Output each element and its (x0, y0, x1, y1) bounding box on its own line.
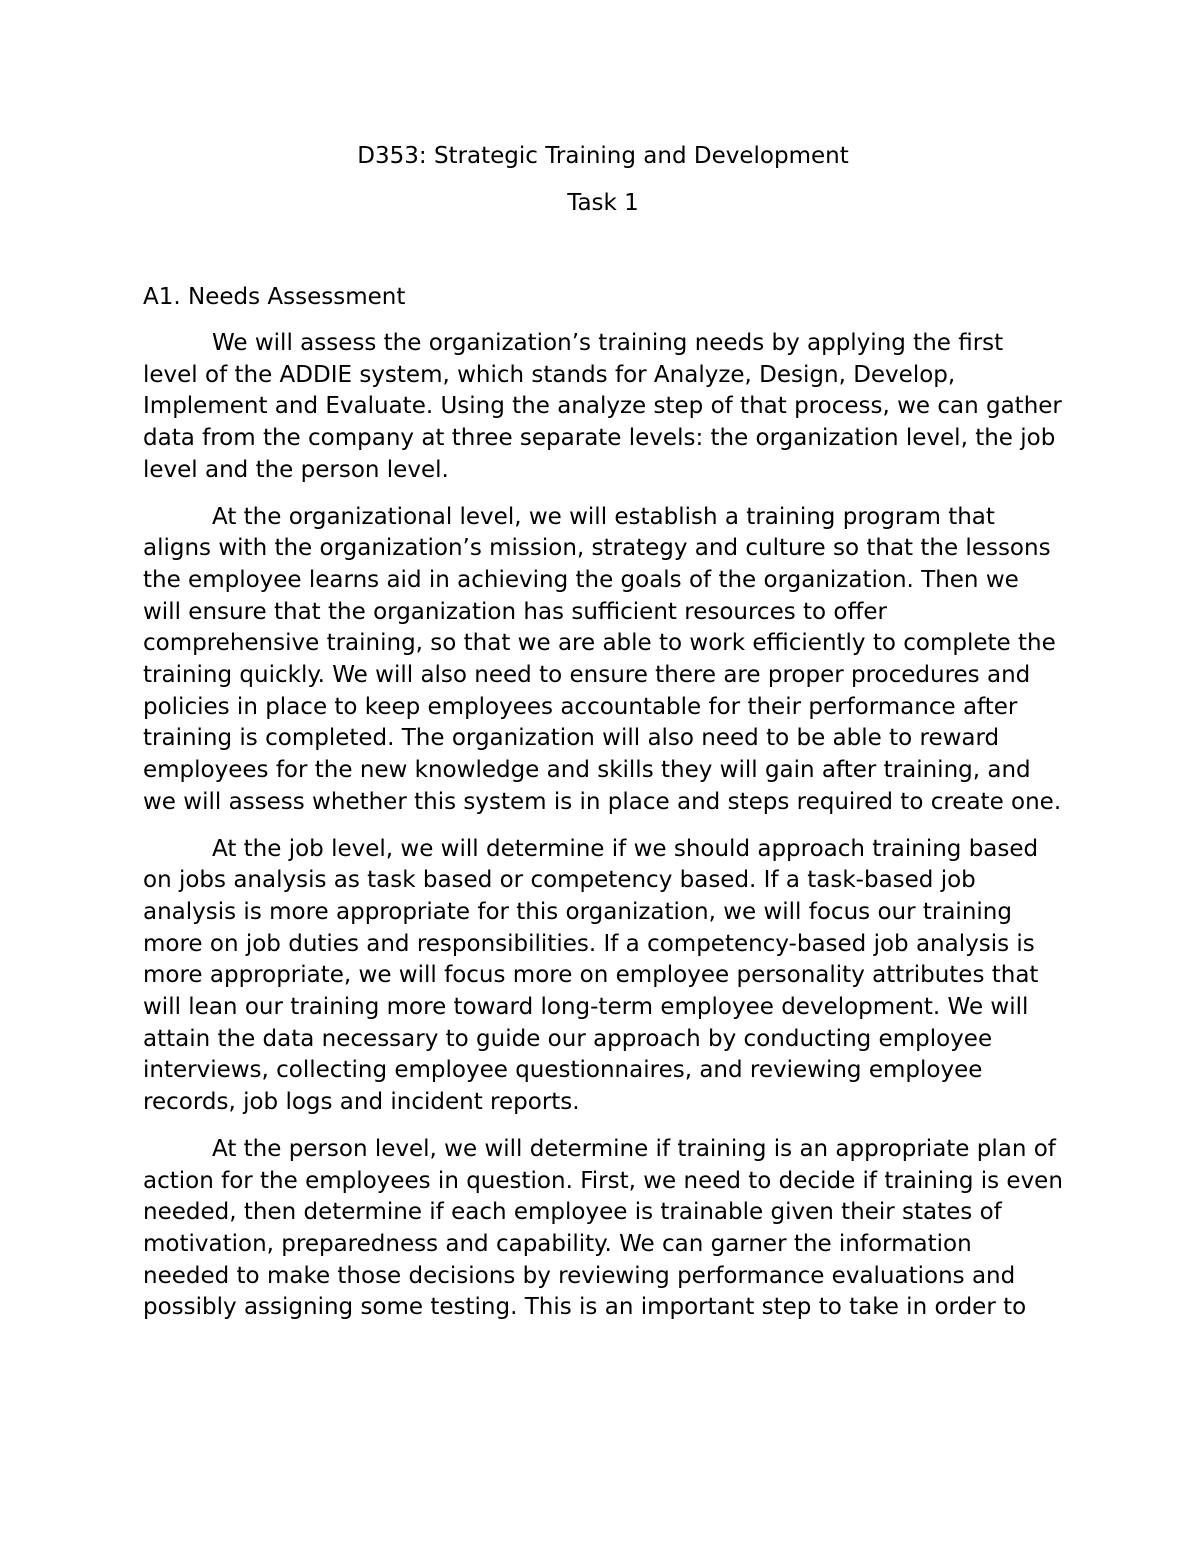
paragraph-job-level: At the job level, we will determine if we should approach training based on jobs analysis as task based or competency based. If a task-based job analysis is more appropriate for this organization, we will focus our training more on job duties and responsibilities. If a competency-based job analysis is more appropriate, we will focus more on employee personality attributes that will lean our training more toward long-term employee development. We will attain the data necessary to guide our approach by conducting employee interviews, collecting employee questionnaires, and reviewing employee records, job logs and incident reports. (143, 835, 1039, 1116)
paragraph-organizational-level: At the organizational level, we will establish a training program that aligns with the organization’s mission, strategy and culture so that the lessons the employee learns aid in achieving the goals of the organization. Then we will ensure that the organization has sufficient resources to offer comprehensive training, so that we are able to work efficiently to complete the training quickly. We will also need to ensure there are proper procedures and policies in place to keep employees accountable for their performance after training is completed. The organization will also need to be able to reward employees for the new knowledge and skills they will gain after training, and we will assess whether this system is in place and steps required to create one. (143, 503, 1062, 815)
document-title: D353: Strategic Training and Development (357, 143, 849, 169)
section-heading: A1. Needs Assessment (143, 284, 406, 310)
paragraph-addie-overview: We will assess the organization’s training needs by applying the first level of the ADDIE system, which stands for Analyze, Design, Develop, Implement and Evaluate. Using the analyze step of that process, we can gather data from the company at three separate levels: the organization level, the job level and the person level. (143, 330, 1062, 483)
document-body (143, 140, 1063, 1324)
paragraph-person-level: At the person level, we will determine if training is an appropriate plan of action for the employees in question. First, we need to decide if training is even needed, then determine if each employee is trainable given their states of motivation, preparedness and capability. We can garner the information needed to make those decisions by reviewing performance evaluations and possibly assigning some testing. This is an important step to take in order to (143, 1135, 1063, 1321)
document-subtitle: Task 1 (567, 190, 639, 216)
